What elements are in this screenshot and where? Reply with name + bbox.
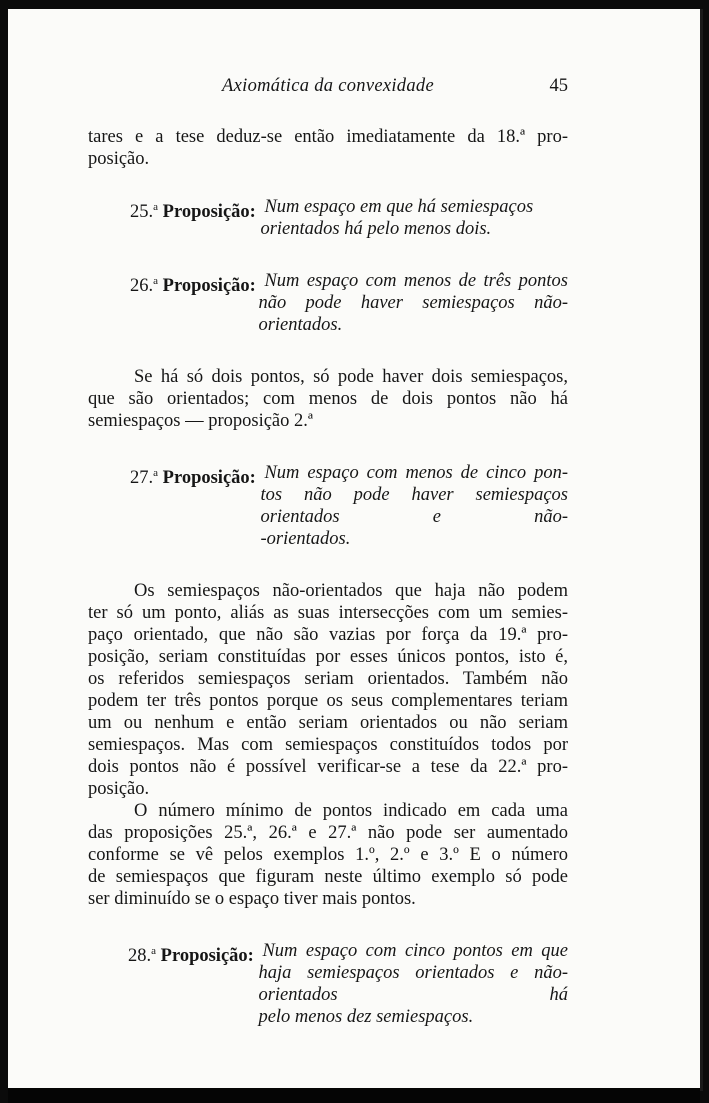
- text-line: paço orientado, que não são vazias por força da 19.ª pro-: [88, 625, 568, 645]
- text-line: Se há só dois pontos, só pode haver dois semiespaços,: [134, 367, 568, 387]
- text-line: orientados há pelo menos dois.: [260, 219, 492, 239]
- text-line: que são orientados; com menos de dois pontos não há: [88, 389, 568, 409]
- proposition-number: 25.: [130, 202, 154, 222]
- text-line: semiespaços. Mas com semiespaços constituídos todos por: [88, 735, 568, 755]
- text-line: Num espaço com menos de três pontos: [264, 271, 568, 291]
- paragraph: [88, 580, 568, 800]
- proposition-25: [130, 196, 568, 240]
- text-line: dois pontos não é possível verificar-se a tese da 22.ª pro-: [88, 757, 568, 777]
- proposition-word: Proposição:: [162, 276, 256, 296]
- text-line: podem ter três pontos porque os seus complementares teriam: [88, 691, 568, 711]
- proposition-word: Proposição:: [162, 468, 256, 488]
- proposition-number: 26.: [130, 276, 154, 296]
- text-line: posição.: [88, 149, 150, 169]
- proposition-statement: [258, 940, 568, 1028]
- text-line: das proposições 25.ª, 26.ª e 27.ª não pode ser aumentado: [88, 823, 568, 843]
- text-line: um ou nenhum e então seriam orientados ou não seriam: [88, 713, 568, 733]
- text-line: ser diminuído se o espaço tiver mais pontos.: [88, 889, 416, 909]
- proposition-statement: [260, 462, 568, 550]
- ordinal-mark: a: [151, 945, 157, 957]
- paragraph: [88, 126, 568, 170]
- running-title: Axiomática da convexidade: [222, 76, 434, 96]
- ordinal-mark: a: [153, 467, 159, 479]
- paragraph: [88, 800, 568, 910]
- text-line: ter só um ponto, aliás as suas intersecções com um semies-: [88, 603, 568, 623]
- proposition-28: [128, 940, 568, 1028]
- proposition-word: Proposição:: [160, 946, 254, 966]
- page-body: [88, 126, 568, 1028]
- text-line: conforme se vê pelos exemplos 1.º, 2.º e 3.º E o número: [88, 845, 568, 865]
- page-number: 45: [549, 76, 568, 96]
- proposition-number: 27.: [130, 468, 154, 488]
- proposition-label: [130, 270, 260, 336]
- text-line: tares e a tese deduz-se então imediatamente da 18.ª pro-: [88, 127, 568, 147]
- text-line: Os semiespaços não-orientados que haja não podem: [134, 581, 568, 601]
- ordinal-mark: a: [153, 201, 159, 213]
- text-line: posição.: [88, 779, 150, 799]
- scan-border: [8, 1088, 700, 1103]
- text-line: haja semiespaços orientados e não-orientados há: [258, 963, 568, 1005]
- text-line: Num espaço em que há semiespaços: [264, 197, 534, 217]
- ordinal-mark: a: [153, 275, 159, 287]
- proposition-label: [130, 462, 260, 550]
- proposition-word: Proposição:: [162, 202, 256, 222]
- proposition-label: [130, 196, 260, 240]
- text-line: os referidos semiespaços seriam orientados. Também não: [88, 669, 568, 689]
- proposition-label: [128, 940, 258, 1028]
- text-line: pelo menos dez semiespaços.: [258, 1007, 474, 1027]
- text-line: -orientados.: [260, 529, 351, 549]
- text-line: Num espaço com cinco pontos em que: [262, 941, 568, 961]
- proposition-26: [130, 270, 568, 336]
- proposition-27: [130, 462, 568, 550]
- text-line: O número mínimo de pontos indicado em cada uma: [134, 801, 568, 821]
- proposition-statement: [258, 270, 568, 336]
- text-line: tos não pode haver semiespaços orientados e não-: [260, 485, 568, 527]
- text-line: Num espaço com menos de cinco pon-: [264, 463, 568, 483]
- paragraph: [88, 366, 568, 432]
- text-line: semiespaços — proposição 2.ª: [88, 411, 313, 431]
- text-line: posição, seriam constituídas por esses únicos pontos, isto é,: [88, 647, 568, 667]
- text-line: não pode haver semiespaços não-orientados.: [258, 293, 568, 335]
- page-header: [88, 76, 568, 106]
- text-line: de semiespaços que figuram neste último exemplo só pode: [88, 867, 568, 887]
- proposition-number: 28.: [128, 946, 152, 966]
- proposition-statement: [260, 196, 534, 240]
